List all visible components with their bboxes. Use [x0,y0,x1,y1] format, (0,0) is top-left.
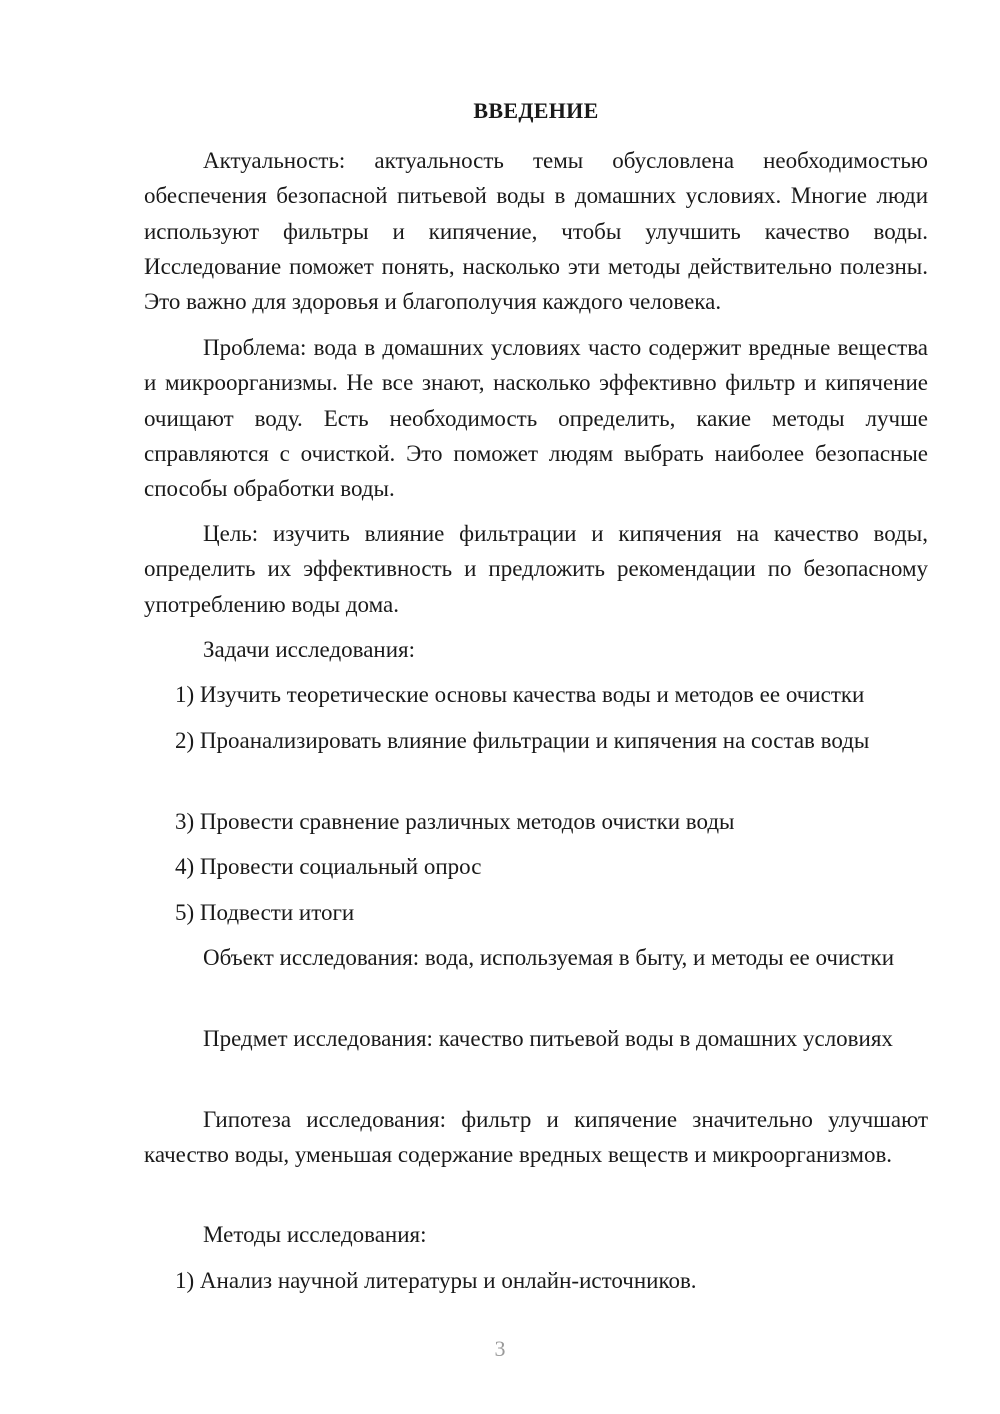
task-item-3: 3) Провести сравнение различных методов очистки воды [175,809,735,834]
goal-paragraph: Цель: изучить влияние фильтрации и кипячения на качество воды, определить их эффективность и предложить рекомендации по безопасному употреблению воды дома. [144,521,928,617]
page-number: 3 [494,1336,506,1361]
task-item-1: 1) Изучить теоретические основы качества воды и методов ее очистки [175,682,865,707]
problem-paragraph: Проблема: вода в домашних условиях часто содержит вредные вещества и микроорганизмы. Не все знают, насколько эффективно фильтр и кипячение очищают воду. Есть необходимость определить, какие методы лучше справляются с очисткой. Это поможет людям выбрать наиболее безопасные способы обработки воды. [144,335,928,502]
tasks-title: Задачи исследования: [203,637,416,662]
task-item-5: 5) Подвести итоги [175,900,355,925]
section-heading: ВВЕДЕНИЕ [473,98,599,123]
object-paragraph: Объект исследования: вода, используемая в быту, и методы ее очистки [203,945,895,970]
task-item-4: 4) Провести социальный опрос [175,854,482,879]
methods-title: Методы исследования: [203,1222,427,1247]
hypothesis-paragraph: Гипотеза исследования: фильтр и кипячение значительно улучшают качество воды, уменьшая содержание вредных веществ и микроорганизмов. [144,1107,928,1168]
task-item-2: 2) Проанализировать влияние фильтрации и кипячения на состав воды [175,728,870,753]
subject-paragraph: Предмет исследования: качество питьевой воды в домашних условиях [203,1026,893,1051]
method-item-1: 1) Анализ научной литературы и онлайн-источников. [175,1268,697,1293]
relevance-paragraph: Актуальность: актуальность темы обусловлена необходимостью обеспечения безопасной питьевой воды в домашних условиях. Многие люди используют фильтры и кипячение, чтобы улучшить качество воды. Исследование поможет понять, насколько эти методы действительно полезны. Это важно для здоровья и благополучия каждого человека. [144,148,928,315]
